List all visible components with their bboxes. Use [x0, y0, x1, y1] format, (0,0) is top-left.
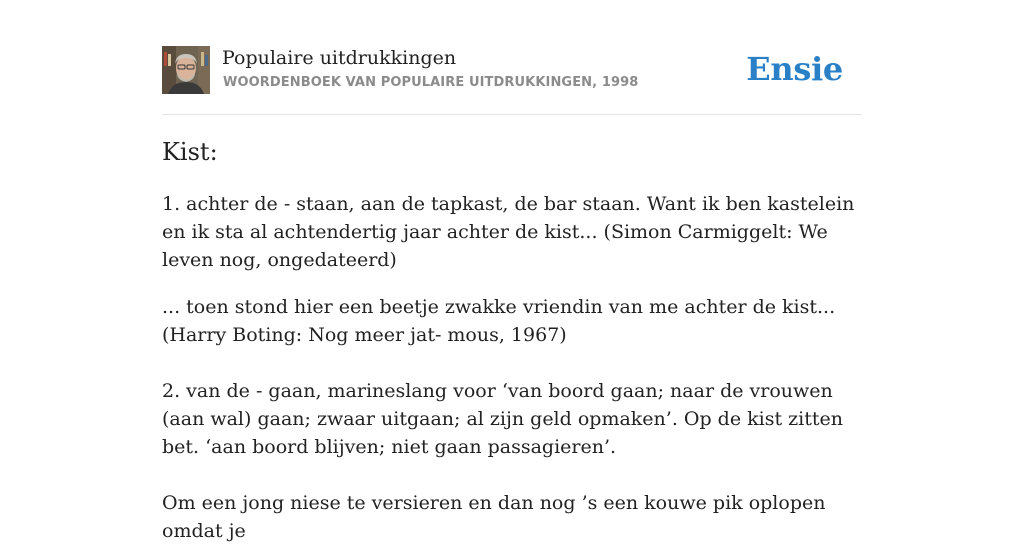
source-title[interactable]: Populaire uitdrukkingen: [222, 47, 457, 69]
entry-paragraph: 1. achter de - staan, aan de tapkast, de bar staan. Want ik ben kastelein en ik sta al achtendertig jaar achter de kist... (Simon Carmiggelt: We leven nog, ongedateerd): [162, 193, 855, 271]
brand-logo[interactable]: Ensie: [746, 50, 843, 88]
entry-term: Kist:: [162, 138, 218, 166]
source-subtitle: WOORDENBOEK VAN POPULAIRE UITDRUKKINGEN, 1998: [223, 75, 639, 90]
entry-paragraph: 2. van de - gaan, marineslang voor ‘van boord gaan; naar de vrouwen (aan wal) gaan; zwaar uitgaan; al zijn geld opmaken’. Op de kist zitten bet. ‘aan boord blijven; niet gaan passagieren’.: [162, 380, 843, 458]
portrait-icon: [162, 46, 210, 94]
author-avatar[interactable]: [162, 46, 210, 94]
source-header: [162, 46, 862, 115]
entry-paragraph: ... toen stond hier een beetje zwakke vriendin van me achter de kist... (Harry Boting: Nog meer jat- mous, 1967): [162, 296, 836, 346]
entry-paragraph: Om een jong niese te versieren en dan nog ’s een kouwe pik oplopen omdat je: [162, 492, 826, 542]
entry-body: [162, 190, 862, 545]
page-container: [162, 46, 862, 542]
